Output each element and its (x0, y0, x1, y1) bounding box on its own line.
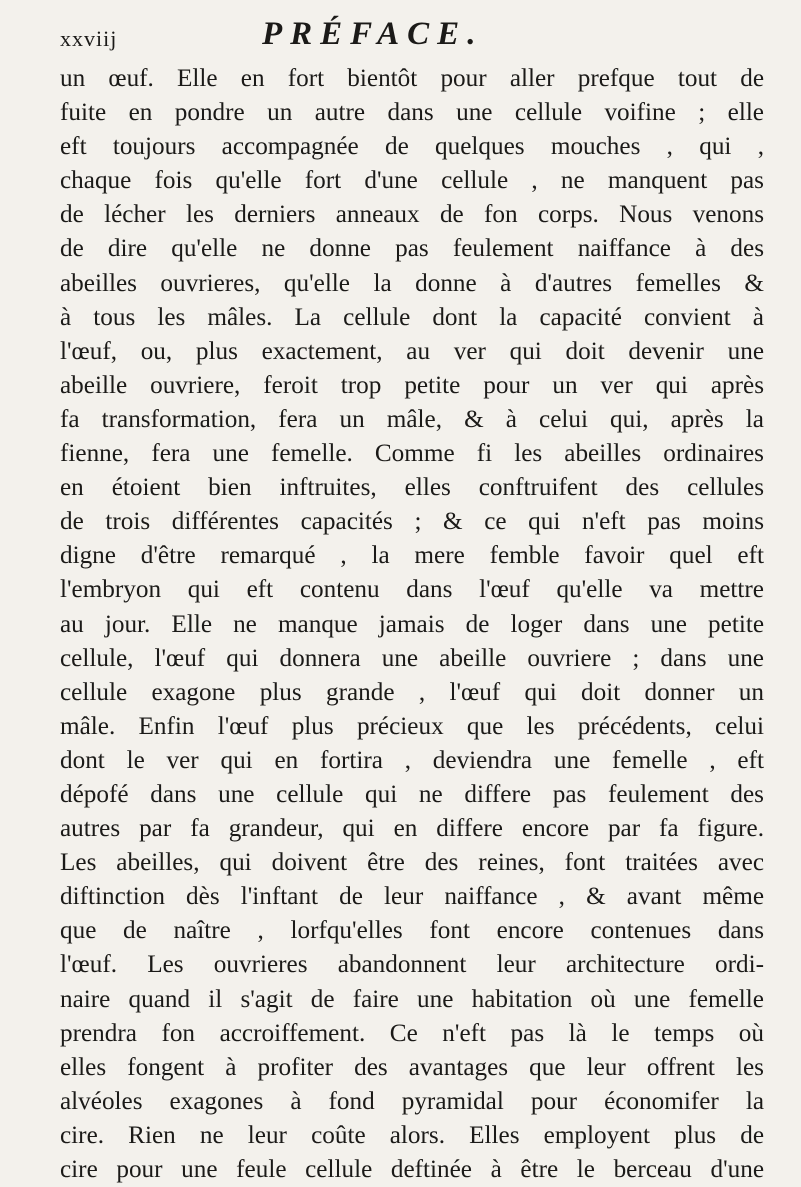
text-line: l'œuf, ou, plus exactement, au ver qui doit devenir une (60, 337, 764, 365)
text-line: cire. Rien ne leur coûte alors. Elles employent plus de (60, 1121, 764, 1149)
text-line: l'embryon qui eft contenu dans l'œuf qu'elle va mettre (60, 576, 764, 604)
running-title: PRÉFACE. (262, 16, 484, 52)
text-line: elles fongent à profiter des avantages que leur offrent les (60, 1053, 764, 1081)
text-line: cellule exagone plus grande , l'œuf qui doit donner un (60, 678, 764, 706)
text-line: dont le ver qui en fortira , deviendra une femelle , eft (60, 746, 764, 774)
text-line: naire quand il s'agit de faire une habitation où une femelle (60, 985, 764, 1013)
text-line: eft toujours accompagnée de quelques mouches , qui , (60, 133, 764, 161)
text-line: de lécher les derniers anneaux de fon corps. Nous venons (60, 201, 764, 229)
text-line: de dire qu'elle ne donne pas feulement naiffance à des (60, 235, 764, 263)
body-text (60, 62, 764, 1187)
text-line: en étoient bien inftruites, elles conftruifent des cellules (60, 474, 764, 502)
text-line: mâle. Enfin l'œuf plus précieux que les précédents, celui (60, 712, 764, 740)
page-number: xxviij (60, 26, 118, 51)
text-line: alvéoles exagones à fond pyramidal pour économifer la (60, 1087, 764, 1115)
text-line: cire pour une feule cellule deftinée à être le berceau d'une (60, 1156, 764, 1183)
text-line: abeilles ouvrieres, qu'elle la donne à d'autres femelles & (60, 269, 764, 297)
text-line: chaque fois qu'elle fort d'une cellule , ne manquent pas (60, 167, 764, 195)
text-line: diftinction dès l'inftant de leur naiffance , & avant même (60, 883, 764, 911)
text-line: abeille ouvriere, feroit trop petite pour un ver qui après (60, 371, 764, 399)
text-line: Les abeilles, qui doivent être des reines, font traitées avec (60, 849, 764, 877)
text-line: autres par fa grandeur, qui en differe encore par fa figure. (60, 815, 764, 843)
text-line: dépofé dans une cellule qui ne differe pas feulement des (60, 780, 764, 808)
text-line: fienne, fera une femelle. Comme fi les abeilles ordinaires (60, 440, 764, 468)
text-line: de trois différentes capacités ; & ce qui n'eft pas moins (60, 508, 764, 536)
text-line: à tous les mâles. La cellule dont la capacité convient à (60, 303, 764, 331)
text-line: fuite en pondre un autre dans une cellule voifine ; elle (60, 99, 764, 127)
text-line: un œuf. Elle en fort bientôt pour aller prefque tout de (60, 65, 764, 92)
text-line: fa transformation, fera un mâle, & à celui qui, après la (60, 405, 764, 433)
text-line: au jour. Elle ne manque jamais de loger dans une petite (60, 610, 764, 638)
page-header (60, 16, 760, 56)
text-line: prendra fon accroiffement. Ce n'eft pas là le temps où (60, 1019, 764, 1047)
text-line: cellule, l'œuf qui donnera une abeille ouvriere ; dans une (60, 644, 764, 672)
text-line: digne d'être remarqué , la mere femble favoir quel eft (60, 542, 764, 570)
text-line: que de naître , lorfqu'elles font encore contenues dans (60, 917, 764, 945)
text-line: l'œuf. Les ouvrieres abandonnent leur architecture ordi- (60, 951, 764, 979)
